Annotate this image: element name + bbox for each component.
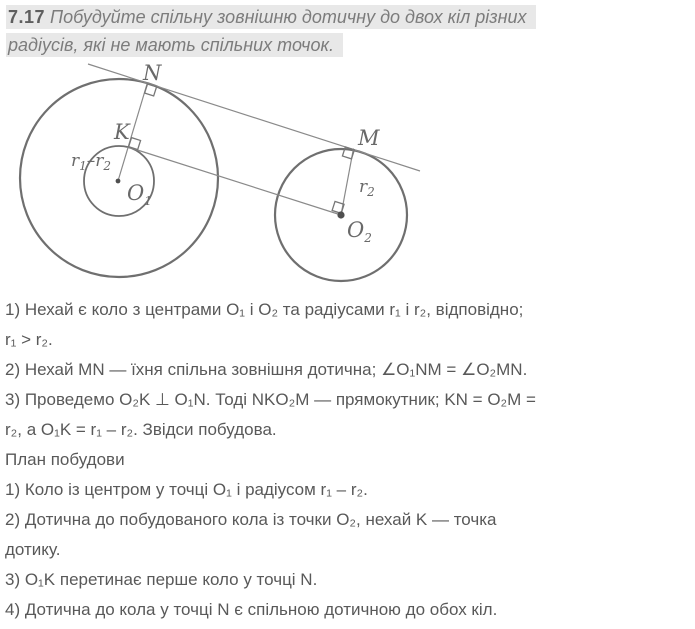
problem-statement-line-2 (6, 31, 695, 59)
radius-label-r2: $r_2$ (359, 177, 375, 199)
point-label-m: M (358, 126, 380, 150)
solution-line: дотику. (5, 540, 61, 559)
radius-label-r1-minus-r2: $r_1-r_2$ (71, 151, 112, 173)
construction-plan-heading: План побудови (5, 450, 125, 469)
solution-line: 3) Проведемо O₂K ⊥ O₁N. Тоді NKO₂M — прямокутник; KN = O₂M = (5, 390, 536, 409)
solution-line: 1) Коло із центром у точці O₁ і радіусом r₁ – r₂. (5, 480, 368, 499)
center-label-o1: $O_1$ (127, 181, 152, 208)
point-label-k: K (114, 120, 130, 144)
problem-statement (0, 0, 695, 59)
center-dot-o1 (116, 179, 121, 184)
right-angle-mark-k (129, 138, 141, 150)
solution-line: 3) O₁K перетинає перше коло у точці N. (5, 570, 318, 589)
point-label-n: N (143, 61, 162, 85)
tangent-construction-diagram (0, 59, 695, 295)
center-label-o2: $O_2$ (347, 218, 372, 245)
problem-number: 7.17 (8, 7, 46, 27)
solution-line: 2) Нехай MN — їхня спільна зовнішня дотична; ∠O₁NM = ∠O₂MN. (5, 360, 528, 379)
common-tangent-line-mn (88, 64, 420, 171)
solution-line: 2) Дотична до побудованого кола із точки O₂, нехай K — точка (5, 510, 497, 529)
problem-text-2: радіусів, які не мають спільних точок. (8, 35, 335, 55)
problem-statement-line-1 (6, 3, 695, 31)
geometry-figure (0, 59, 695, 295)
solution-line: 1) Нехай є коло з центрами O₁ і O₂ та радіусами r₁ і r₂, відповідно; (5, 300, 524, 319)
solution-line: r₂, а O₁K = r₁ – r₂. Звідси побудова. (5, 420, 277, 439)
problem-text-1: Побудуйте спільну зовнішню дотичну до двох кіл різних (50, 7, 527, 27)
solution-line: r₁ > r₂. (5, 330, 53, 349)
solution-line: 4) Дотична до кола у точці N є спільною дотичною до обох кіл. (5, 600, 498, 619)
solution-text (0, 295, 695, 625)
center-dot-o2 (337, 211, 344, 218)
right-angle-mark-n (145, 84, 157, 96)
